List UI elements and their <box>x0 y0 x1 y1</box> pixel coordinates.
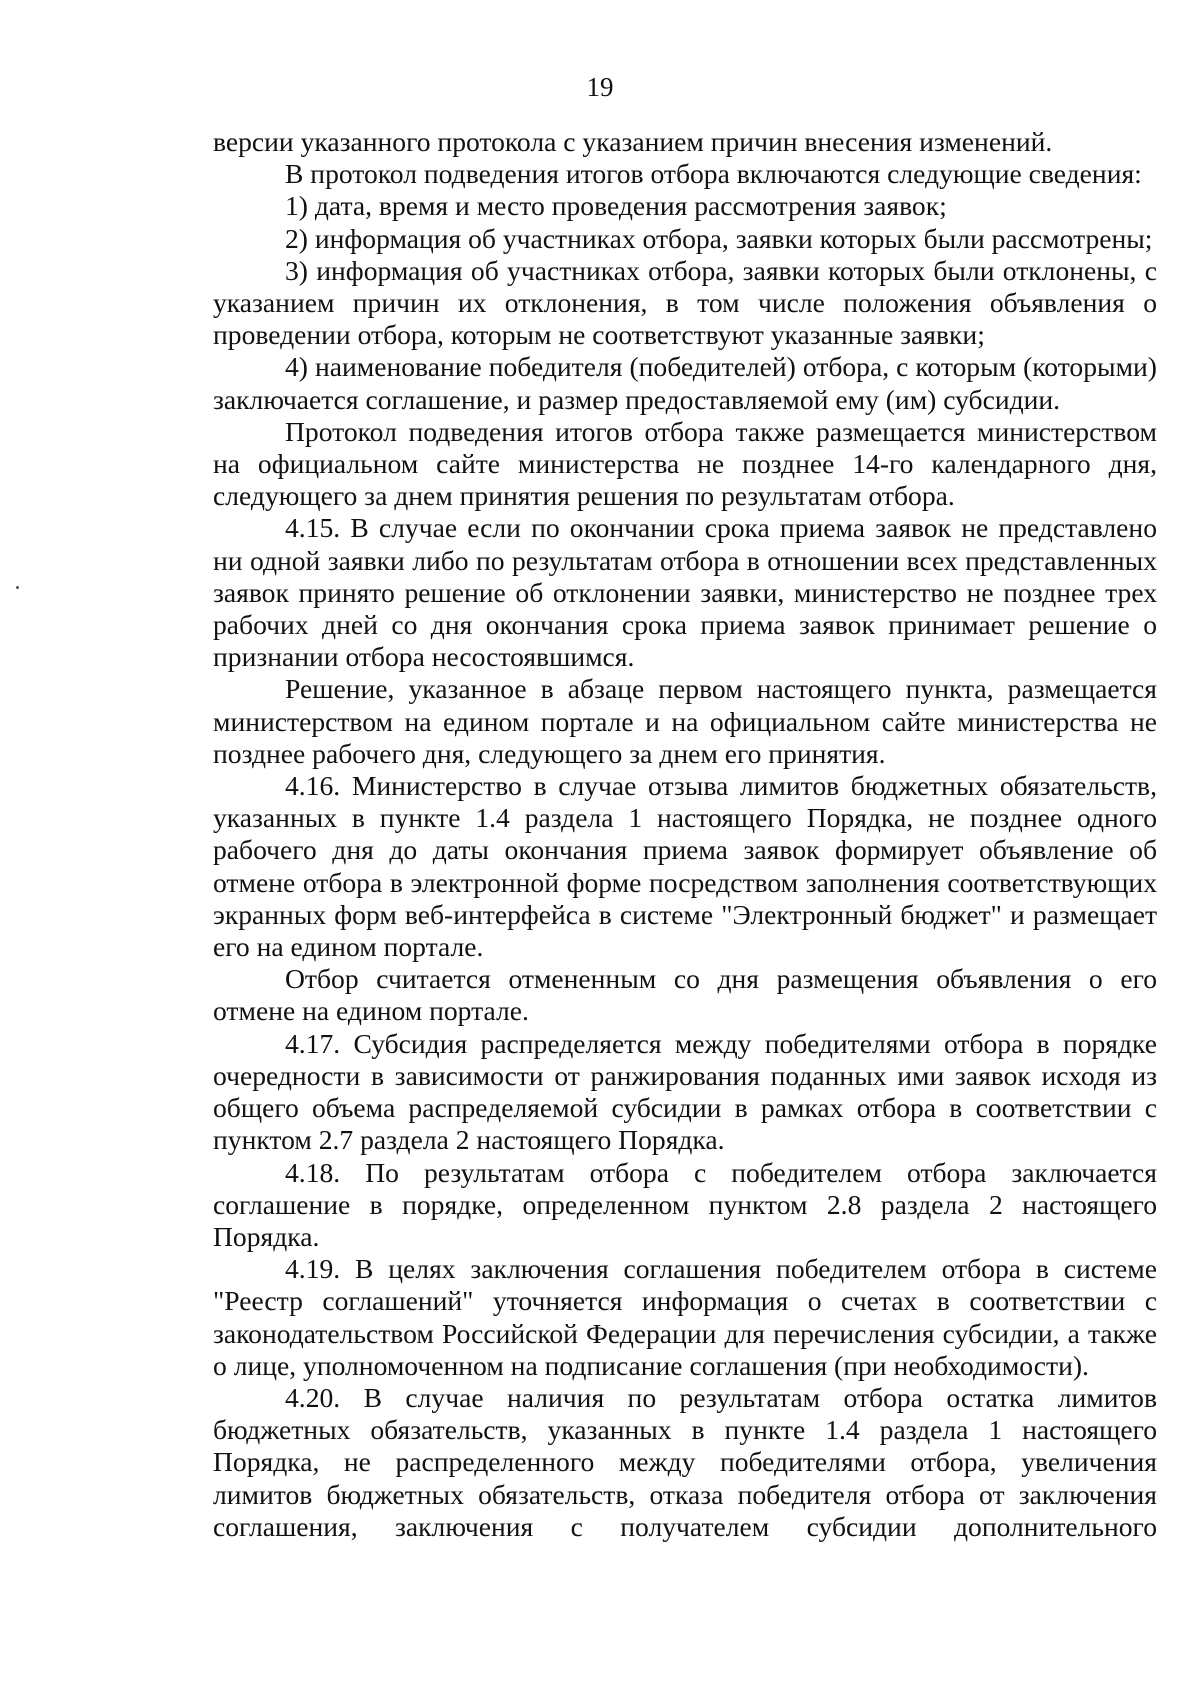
paragraph-4-16: 4.16. Министерство в случае отзыва лимитов бюджетных обязательств, указанных в пункте 1.4 раздела 1 настоящего Порядка, не позднее одного рабочего дня до даты окончания приема заявок формирует объявление об отмене отбора в электронной форме посредством заполнения соответствующих экранных форм веб-интерфейса в системе "Электронный бюджет" и размещает его на едином портале. <box>213 770 1157 963</box>
paragraph-4-20: 4.20. В случае наличия по результатам отбора остатка лимитов бюджетных обязательств, указанных в пункте 1.4 раздела 1 настоящего Порядка, не распределенного между победителями отбора, увеличения лимитов бюджетных обязательств, отказа победителя отбора от заключения соглашения, заключения с получателем субсидии дополнительного <box>213 1381 1157 1542</box>
paragraph-4-18: 4.18. По результатам отбора с победителем отбора заключается соглашение в порядке, определенном пунктом 2.8 раздела 2 настоящего Порядка. <box>213 1156 1157 1252</box>
page-number: 19 <box>586 72 614 102</box>
paragraph-protocol-contents: В протокол подведения итогов отбора включаются следующие сведения: <box>285 158 1142 190</box>
paragraph-4-15: 4.15. В случае если по окончании срока приема заявок не представлено ни одной заявки либо по результатам отбора в отношении всех представленных заявок принято решение об отклонении заявки, министерство не позднее трех рабочих дней со дня окончания срока приема заявок принимает решение о признании отбора несостоявшимся. <box>213 512 1157 673</box>
paragraph-continuation: версии указанного протокола с указанием причин внесения изменений. <box>213 126 1053 157</box>
paragraph-4-19: 4.19. В целях заключения соглашения победителем отбора в системе "Реестр соглашений" уточняется информация о счетах в соответствии с законодательством Российской Федерации для перечисления субсидии, а также о лице, уполномоченном на подписание соглашения (при необходимости). <box>213 1253 1157 1381</box>
list-item-2: 2) информация об участниках отбора, заявки которых были рассмотрены; <box>285 222 1153 254</box>
list-item-1: 1) дата, время и место проведения рассмотрения заявок; <box>285 190 947 222</box>
document-body <box>213 126 1157 1543</box>
scan-artifact-dot <box>16 586 19 589</box>
paragraph-cancellation: Отбор считается отмененным со дня размещения объявления о его отмене на едином портале. <box>213 963 1157 1027</box>
paragraph-4-17: 4.17. Субсидия распределяется между победителями отбора в порядке очередности в зависимости от ранжирования поданных ими заявок исходя из общего объема распределяемой субсидии в рамках отбора в соответствии с пунктом 2.7 раздела 2 настоящего Порядка. <box>213 1027 1157 1156</box>
paragraph-decision-publication: Решение, указанное в абзаце первом настоящего пункта, размещается министерством на едином портале и на официальном сайте министерства не позднее рабочего дня, следующего за днем его принятия. <box>213 673 1157 769</box>
paragraph-protocol-publication: Протокол подведения итогов отбора также размещается министерством на официальном сайте министерства не позднее 14-го календарного дня, следующего за днем принятия решения по результатам отбора. <box>213 415 1157 512</box>
list-item-4: 4) наименование победителя (победителей) отбора, с которым (которыми) заключается соглашение, и размер предоставляемой ему (им) субсидии. <box>213 351 1157 415</box>
list-item-3: 3) информация об участниках отбора, заявки которых были отклонены, с указанием причин их отклонения, в том числе положения объявления о проведении отбора, которым не соответствуют указанные заявки; <box>213 254 1157 351</box>
